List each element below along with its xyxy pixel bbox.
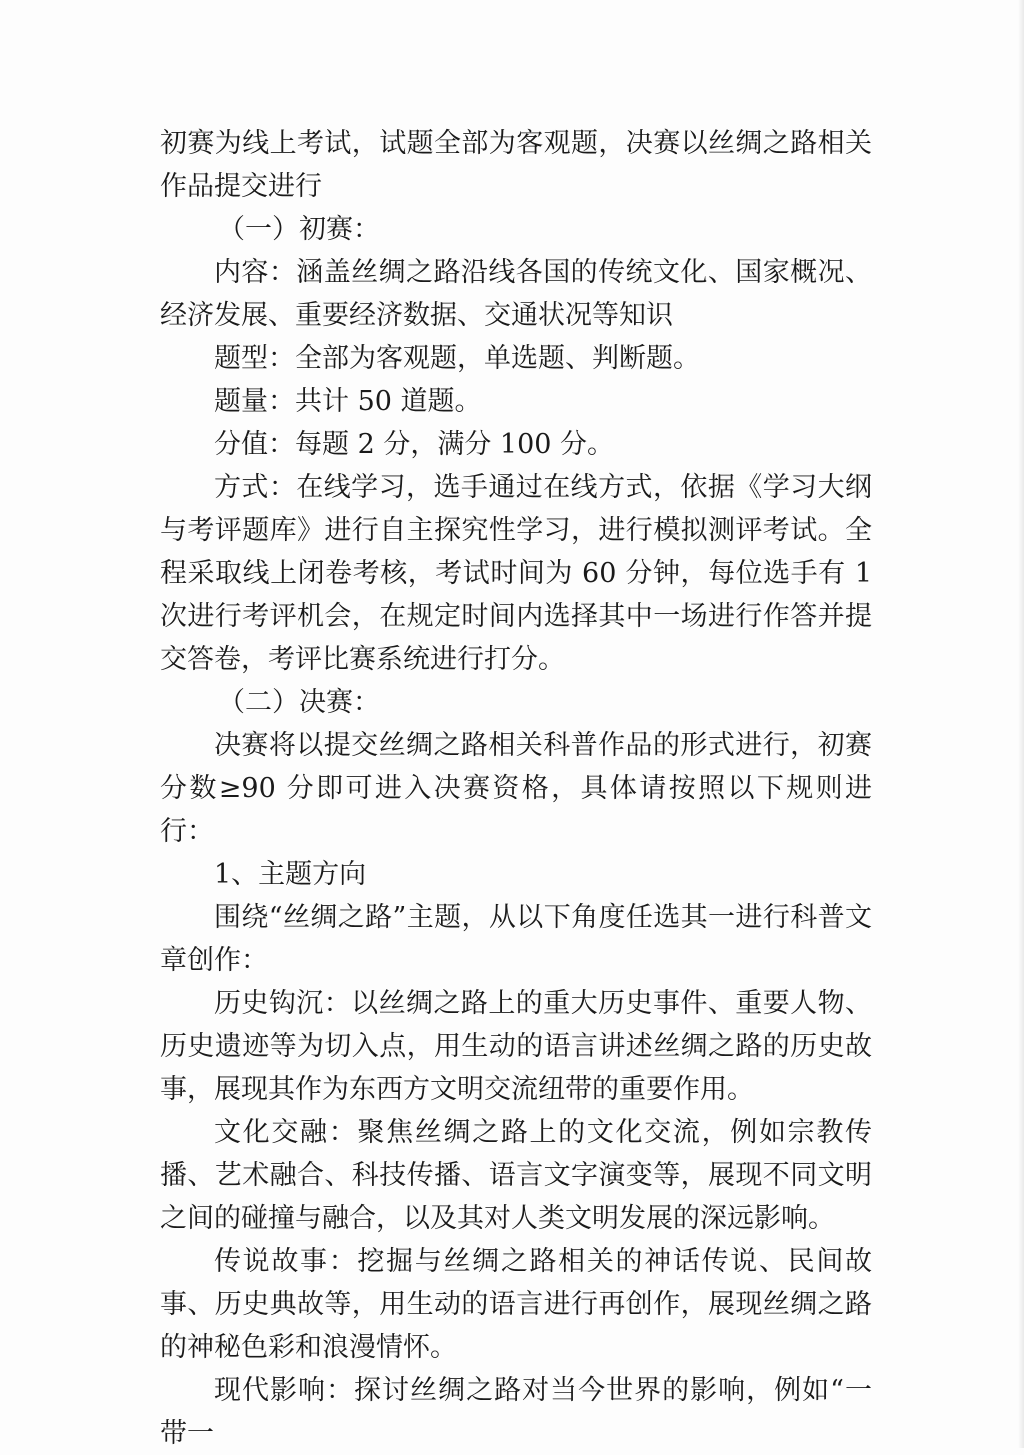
paragraph-content: 内容：涵盖丝绸之路沿线各国的传统文化、国家概况、经济发展、重要经济数据、交通状况等知识 — [160, 257, 872, 331]
section-heading-final: （二）决赛： — [218, 687, 380, 718]
paragraph-method: 方式：在线学习，选手通过在线方式，依据《学习大纲与考评题库》进行自主探究性学习，进行模拟测评考试。全程采取线上闭卷考核，考试时间为 60 分钟，每位选手有 1 次进行考评机会，在规定时间内选择其中一场进行作答并提交答卷，考评比赛系统进行打分。 — [160, 472, 872, 675]
paragraph-intro: 初赛为线上考试，试题全部为客观题，决赛以丝绸之路相关作品提交进行 — [160, 128, 872, 202]
body-text — [160, 122, 872, 1455]
paragraph-score: 分值：每题 2 分，满分 100 分。 — [214, 429, 615, 460]
paragraph-question-type: 题型：全部为客观题，单选题、判断题。 — [214, 343, 700, 374]
paragraph-legend: 传说故事：挖掘与丝绸之路相关的神话传说、民间故事、历史典故等，用生动的语言进行再创作，展现丝绸之路的神秘色彩和浪漫情怀。 — [160, 1246, 872, 1363]
scan-edge-shadow — [1018, 0, 1024, 1448]
paragraph-modern: 现代影响：探讨丝绸之路对当今世界的影响，例如“一带一 — [160, 1375, 872, 1449]
paragraph-final-intro: 决赛将以提交丝绸之路相关科普作品的形式进行，初赛分数≥90 分即可进入决赛资格，具体请按照以下规则进行： — [160, 730, 872, 847]
paragraph-history: 历史钩沉：以丝绸之路上的重大历史事件、重要人物、历史遗迹等为切入点，用生动的语言讲述丝绸之路的历史故事，展现其作为东西方文明交流纽带的重要作用。 — [160, 988, 872, 1105]
paragraph-culture: 文化交融：聚焦丝绸之路上的文化交流，例如宗教传播、艺术融合、科技传播、语言文字演变等，展现不同文明之间的碰撞与融合，以及其对人类文明发展的深远影响。 — [160, 1117, 872, 1234]
section-heading-preliminary: （一）初赛： — [218, 214, 380, 245]
subheading-theme: 1、主题方向 — [214, 859, 367, 890]
paragraph-question-count: 题量：共计 50 道题。 — [214, 386, 482, 417]
paragraph-theme: 围绕“丝绸之路”主题，从以下角度任选其一进行科普文章创作： — [160, 902, 872, 976]
